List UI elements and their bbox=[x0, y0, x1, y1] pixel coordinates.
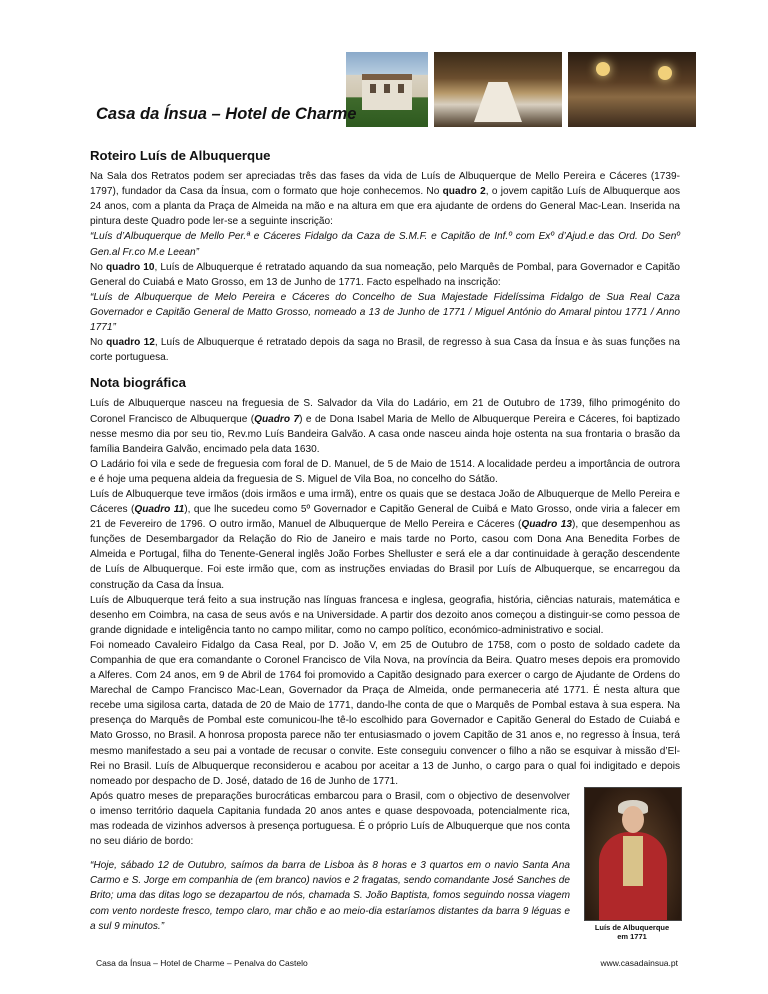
header-photo-strip bbox=[346, 52, 696, 127]
footer-text: Casa da Ínsua – Hotel de Charme – Penalva do Castelo bbox=[96, 958, 308, 968]
portrait-section bbox=[90, 789, 680, 941]
paragraph: Na Sala dos Retratos podem ser apreciadas três das fases da vida de Luís de Albuquerque de Mello Pereira e Cáceres (1739-1797), fundador da Casa da Ínsua, com o formato que hoje conhecemos. No quadro 2, o jovem capitão Luís de Albuquerque aos 24 anos, com a planta da Praça de Almeida na mão e na altura em que era ajudante de ordens do General Mac-Lean. Inserida na pintura deste Quadro pode ler-se a seguinte inscrição: bbox=[90, 171, 680, 228]
inscription-quote: “Luís de Albuquerque de Melo Pereira e Cáceres do Concelho de Sua Majestade Fidelíssima Fidalgo de Sua Real Caza Governador e Capitão General de Matto Grosso, nomeado a 13 de Junho de 1771 / Miguel António do Amaral pintou 1771 / Anno 1771” bbox=[90, 291, 680, 334]
document-title: Casa da Ínsua – Hotel de Charme bbox=[96, 105, 357, 123]
document-body bbox=[90, 148, 681, 941]
paragraph: Luís de Albuquerque terá feito a sua instrução nas línguas francesa e inglesa, geografia, história, ciências naturais, matemática e desenho em Coimbra, na casa de seus avós e na Universidade. A partir dos dezoito anos começou a distinguir-se como pessoa de grande dignidade e inteligência tanto no campo militar, como no campo político, económico-administrativo e social. bbox=[90, 594, 680, 636]
paragraph: Luís de Albuquerque teve irmãos (dois irmãos e uma irmã), entre os quais que se destaca João de Albuquerque de Mello Pereira e Cáceres (Quadro 11), que lhe sucedeu como 5º Governador e Capitão General de Cuibá e Mato Grosso, onde viria a falecer em 21 de Fevereiro de 1796. O outro irmão, Manuel de Albuquerque de Mello Pereira e Cáceres (Quadro 13), que desempenhou as funções de Desembargador da Relação do Rio de Janeiro e mais tarde no Porto, casou com Dona Ana Benedita Forbes de Almeida e Portugal, filha do Tenente-General inglês João Forbes Shelluster e será ele a dar continuidade à geração descendente de Luís de Albuquerque. Foi este irmão que, com as instruções enviadas do Brasil por Luís de Albuquerque, se encarregou da construção da Casa da Ínsua. bbox=[90, 488, 681, 591]
inscription-quote: “Luís d’Albuquerque de Mello Per.ª e Cáceres Fidalgo da Caza de S.M.F. e Capitão de Inf.º com Exº d’Ajud.e das Ord. Do Senº Gen.al Fr.co M.e Leean” bbox=[90, 231, 680, 258]
paragraph: Luís de Albuquerque nasceu na freguesia de S. Salvador da Vila do Ladário, em 21 de Outubro de 1739, filho primogénito do Coronel Francisco de Albuquerque (Quadro 7) e de Dona Isabel Maria de Mello de Albuquerque Pereira e Cáceres, foi baptizado nesse mesmo dia por seu tio, Rev.mo Luís Bandeira Galvão. A casa onde nasceu ainda hoje ostenta na sua frontaria o brasão da família Bandeira Galvão, encimado pela data 1630. bbox=[90, 398, 681, 455]
paragraph: Após quatro meses de preparações burocráticas embarcou para o Brasil, com o objectivo de desenvolver o imenso território daquela Capitania fundada 20 anos antes e quase despovoada, potencialmente rica, mas rodeada de vizinhos adversos à presença portuguesa. É o próprio Luís de Albuquerque que nos conta no seu diário de bordo: bbox=[90, 790, 570, 848]
house-exterior-photo bbox=[346, 52, 428, 127]
luis-de-albuquerque-portrait bbox=[584, 787, 682, 921]
section-heading-nota-biografica: Nota biográfica bbox=[90, 375, 186, 391]
footer-website: www.casadainsua.pt bbox=[600, 958, 678, 968]
portrait-caption: Luís de Albuquerque em 1771 bbox=[594, 922, 670, 941]
interior-hall-photo bbox=[568, 52, 696, 127]
portrait-figure bbox=[584, 787, 680, 941]
paragraph: No quadro 12, Luís de Albuquerque é retratado depois da saga no Brasil, de regresso à sua Casa da Ínsua e às suas funções na corte portuguesa. bbox=[90, 337, 680, 364]
paragraph: Foi nomeado Cavaleiro Fidalgo da Casa Real, por D. João V, em 25 de Outubro de 1758, com o posto de soldado cadete da Companhia de que era comandante o Coronel Francisco de Vila Nova, na província da Beira. Quatro meses depois era promovido a Alferes. Com 24 anos, em 9 de Abril de 1764 foi promovido a Capitão designado para exercer o cargo de Ajudante de Ordens do Marechal de Campo Francisco Mac-Lean, Governador da Praça de Almeida, onde permaneceria até 1771. É nesta altura que recebe uma sigilosa carta, datada de 20 de Maio de 1771, dando-lhe conta de que o Marquês de Pombal estava à sua espera. Na presença do Marquês de Pombal este comunicou-lhe tê-lo escolhido para Governador e Capitão General do Estado de Cuiabá e Mato Grosso, no Brasil. A honrosa proposta parece não ter entusiasmado o jovem Capitão de 31 anos e, no regresso à Ínsua, terá mesmo manifestado a seu pai a vontade de recusar o convite. Este conseguiu convencer o filho a não se esquivar à missão d’El-Rei no Brasil. Luís de Albuquerque reconsiderou e acabou por aceitar a 13 de Junho, o cargo para o qual foi indigitado e depois nomeado por despacho de D. José, datado de 16 de Junho de 1771. bbox=[90, 639, 680, 787]
grand-staircase-photo bbox=[434, 52, 562, 127]
paragraph: O Ladário foi vila e sede de freguesia com foral de D. Manuel, de 5 de Maio de 1514. A localidade perdeu a importância de outrora e é hoje uma pequena aldeia da freguesia de S. Miguel de Vila Boa, no concelho do Sátão. bbox=[90, 458, 680, 485]
section-heading-roteiro: Roteiro Luís de Albuquerque bbox=[90, 148, 271, 163]
diary-quote: “Hoje, sábado 12 de Outubro, saímos da barra de Lisboa às 8 horas e 3 quartos em o navio Santa Ana Carmo e S. Jorge em companhia de (em branco) navios e 2 fragatas, sendo comandante José Sanches de Brito; uma das ditas logo se dezapartou de nós, chamada S. João Baptista, fomos seguindo nossa viagem com vento nordeste fresco, tempo claro, mar chão e ao meio-dia estaríamos distantes da barra 9 léguas e a sul 9 minutos.” bbox=[90, 860, 570, 932]
paragraph: No quadro 10, Luís de Albuquerque é retratado aquando da sua nomeação, pelo Marquês de Pombal, para Governador e Capitão General do Cuiabá e Mato Grosso, em 13 de Junho de 1771. Facto espelhado na inscrição: bbox=[90, 261, 680, 288]
